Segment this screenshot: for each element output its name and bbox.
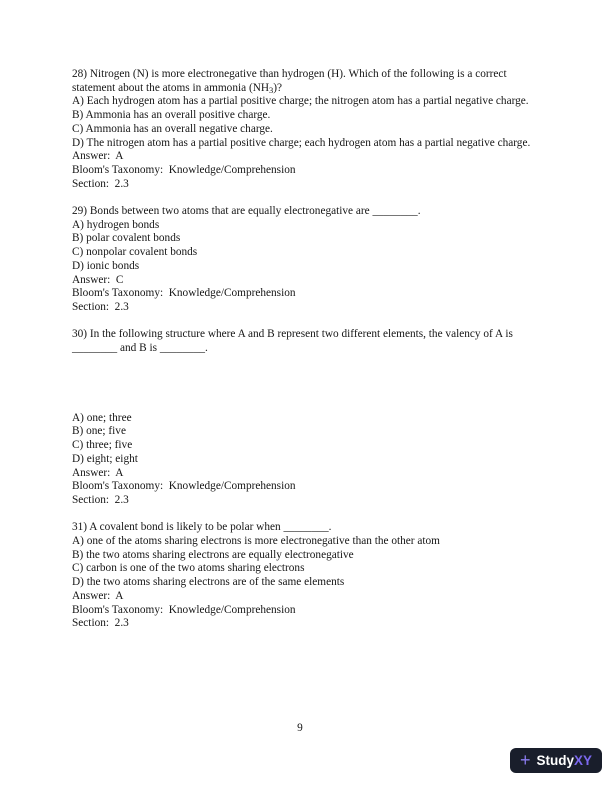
choice-c: C) nonpolar covalent bonds <box>72 246 198 259</box>
brand-name-study: Study <box>536 752 574 768</box>
section-line: Section: 2.3 <box>72 177 129 190</box>
question-29 <box>72 205 540 315</box>
stem-text-end: )? <box>273 81 283 94</box>
answer-line: Answer: A <box>72 466 124 479</box>
choice-a: A) one of the atoms sharing electrons is more electronegative than the other atom <box>72 535 440 548</box>
plus-icon: + <box>519 749 531 770</box>
stem-text: 28) Nitrogen (N) is more electronegative than hydrogen (H). Which of the following is a correct statement about the atoms in ammonia (NH <box>72 68 510 94</box>
choice-c: C) Ammonia has an overall negative charge. <box>72 122 273 135</box>
section-line: Section: 2.3 <box>72 300 129 313</box>
question-31-stem: 31) A covalent bond is likely to be polar when ________. <box>72 521 332 534</box>
choice-b: B) polar covalent bonds <box>72 232 181 245</box>
choice-b: B) the two atoms sharing electrons are equally electronegative <box>72 548 354 561</box>
choice-b: B) Ammonia has an overall positive charge. <box>72 109 271 122</box>
page-number: 9 <box>297 722 303 734</box>
answer-line: Answer: C <box>72 273 124 286</box>
choice-d: D) The nitrogen atom has a partial positive charge; each hydrogen atom has a partial negative charge. <box>72 136 531 149</box>
choice-d: D) the two atoms sharing electrons are of the same elements <box>72 576 345 589</box>
choice-c: C) carbon is one of the two atoms sharing electrons <box>72 562 305 575</box>
answer-line: Answer: A <box>72 589 124 602</box>
choice-a: A) Each hydrogen atom has a partial positive charge; the nitrogen atom has a partial negative charge. <box>72 95 529 108</box>
question-28-stem <box>72 68 540 95</box>
question-28 <box>72 68 540 191</box>
studyxy-logo <box>510 748 602 773</box>
bloom-taxonomy-line: Bloom's Taxonomy: Knowledge/Comprehension <box>72 603 296 616</box>
page-content <box>72 68 540 645</box>
question-30 <box>72 328 540 507</box>
question-30-stem: 30) In the following structure where A and B represent two different elements, the valency of A is ________ and B is ________. <box>72 328 516 355</box>
choice-c: C) three; five <box>72 439 133 452</box>
bloom-taxonomy-line: Bloom's Taxonomy: Knowledge/Comprehension <box>72 287 296 300</box>
question-29-stem: 29) Bonds between two atoms that are equally electronegative are ________. <box>72 205 421 218</box>
brand-name-xy: XY <box>573 752 592 768</box>
answer-line: Answer: A <box>72 150 124 163</box>
choice-d: D) ionic bonds <box>72 259 140 272</box>
section-line: Section: 2.3 <box>72 617 129 630</box>
bloom-taxonomy-line: Bloom's Taxonomy: Knowledge/Comprehension <box>72 480 296 493</box>
bloom-taxonomy-line: Bloom's Taxonomy: Knowledge/Comprehension <box>72 163 296 176</box>
choice-a: A) hydrogen bonds <box>72 218 160 231</box>
choice-a: A) one; three <box>72 411 132 424</box>
chemical-subscript: 3 <box>269 84 274 95</box>
section-line: Section: 2.3 <box>72 493 129 506</box>
choice-d: D) eight; eight <box>72 452 138 465</box>
choice-b: B) one; five <box>72 425 126 438</box>
structure-image-placeholder <box>72 356 540 412</box>
question-31 <box>72 521 540 631</box>
